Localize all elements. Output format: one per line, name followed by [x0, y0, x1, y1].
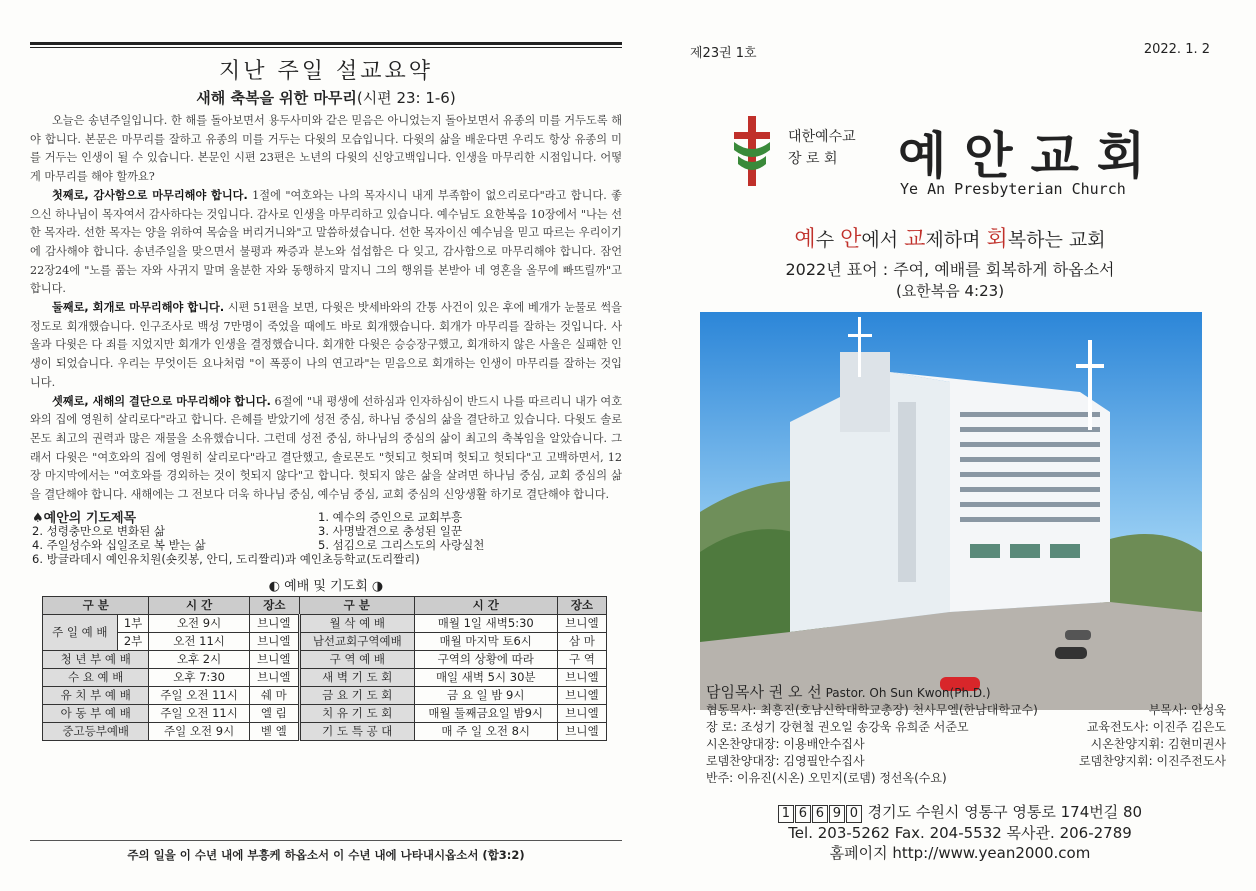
motto-text: 수 — [815, 229, 841, 251]
volume-number: 제23권 1호 — [690, 46, 757, 61]
service-name: 기 도 특 공 대 — [299, 722, 414, 740]
service-place: 브니엘 — [249, 668, 299, 686]
col-header: 장소 — [557, 596, 606, 614]
staff-row — [706, 719, 1226, 736]
motto-accent: 예 — [794, 227, 816, 252]
prayer-item: 2. 성령충만으로 변화된 삶 — [32, 523, 166, 538]
point-1-heading: 첫째로, 감사함으로 마무리해야 합니다. — [52, 188, 248, 202]
point-1-text: 1절에 "여호와는 나의 목자시니 내게 부족함이 없으리로다"라고 합니다. 좋으신 하나님이 목자여서 감사하다는 것입니다. 감사로 인생을 마무리하고 있습니다. 예수님도 요한복음 10장에서 "나는 선한 목자라. 선한 목자는 양을 위하여 목숨을 버리거니와"고 말씀하셨습니다. 선한 목자이신 예수님을 믿고 따르는 우리이기에 감사해야 합니다. 송년주일을 맞으면서 불평과 짜증과 분노와 섭섭함은 다 잊고, 감사함으로 마무리해야 합니다. 잠언22장24에 "노를 품는 자와 사귀지 말며 울분한 자와 동행하지 말지니 그의 행위를 본받아 네 영혼을 올무에 빠뜨릴까"고 합니다. — [30, 188, 622, 296]
table-header-row — [43, 596, 607, 614]
denomination-line: 장 로 회 — [788, 151, 838, 167]
service-name: 구 역 예 배 — [299, 650, 414, 668]
prayer-item: 5. 섬김으로 그리스도의 사랑실천 — [318, 537, 485, 552]
service-time: 오전 11시 — [149, 632, 249, 650]
prayer-item: 1. 예수의 증인으로 교회부흥 — [318, 509, 463, 524]
service-time: 오전 9시 — [149, 614, 249, 632]
service-time: 주일 오전 11시 — [149, 704, 249, 722]
service-name: 중고등부예배 — [43, 722, 149, 740]
service-time: 주일 오전 11시 — [149, 686, 249, 704]
address-line — [720, 802, 1200, 823]
col-header: 구 분 — [43, 596, 149, 614]
year-theme-reference: (요한복음 4:23) — [895, 282, 1005, 300]
prayer-item: 4. 주일성수와 십일조로 복 받는 삶 — [32, 537, 206, 552]
col-header: 시 간 — [149, 596, 249, 614]
motto-text: 에서 — [861, 229, 905, 251]
service-place: 브니엘 — [557, 668, 606, 686]
staff-row: 반주: 이유진(시온) 오민지(로뎀) 정선옥(수요) — [706, 771, 947, 785]
service-place: 브니엘 — [557, 722, 606, 740]
phone-numbers: Tel. 203-5262 Fax. 204-5532 목사관. 206-2789 — [788, 824, 1132, 842]
staff-entry: 시온찬양지휘: 김현미권사 — [1090, 737, 1226, 751]
sermon-intro: 오늘은 송년주일입니다. 한 해를 돌아보면서 용두사미와 같은 믿음은 아니었는지 돌아보면서 유종의 미를 거두도록 해야 합니다. 본문은 마무리를 잘하고 유종의 미를 거두는 다윗의 모습입니다. 다윗의 삶을 배운다면 우리도 항상 유종의 미를 거두는 인생이 될 수 있습니다. 본문인 시편 23편은 노년의 다윗의 신앙고백입니다. 인생을 마무리한 시점입니다. 어떻게 마무리를 해야 할까요? — [30, 114, 622, 184]
service-name: 주 일 예 배 — [43, 614, 118, 650]
zip-digit: 9 — [829, 805, 845, 823]
pastor-name: 담임목사 권 오 선 — [706, 683, 822, 701]
point-3-heading: 셋째로, 새해의 결단으로 마무리해야 합니다. — [52, 394, 271, 408]
point-2-text: 시편 51편을 보면, 다윗은 밧세바와의 간통 사건이 있은 후에 베개가 눈물로 썩을 정도로 회개했습니다. 인구조사로 백성 7만명이 죽었을 때에도 바로 회개했습니다. 회개가 마무리를 잘하는 것입니다. 사울과 다윗은 다 죄를 지었지만 회개가 인생을 결정했습니다. 회개한 다윗은 승승장구했고, 회개하지 않은 사울은 실패한 인생이 되었습니다. 우리는 무엇이든 요나처럼 "이 폭풍이 나의 연고라"는 믿음으로 회개하는 인생이 마무리를 잘하는 것입니다. — [30, 301, 622, 389]
service-place: 브니엘 — [249, 650, 299, 668]
service-time: 주일 오전 9시 — [149, 722, 249, 740]
top-rule — [30, 42, 622, 45]
table-row — [43, 704, 607, 722]
table-row — [43, 722, 607, 740]
cover-page — [680, 42, 1226, 862]
service-name: 치 유 기 도 회 — [299, 704, 414, 722]
service-place: 브니엘 — [557, 704, 606, 722]
zip-digit: 0 — [846, 805, 862, 823]
point-2-heading: 둘째로, 회개로 마무리해야 합니다. — [52, 301, 225, 315]
homepage-link[interactable]: 홈페이지 http://www.yean2000.com — [829, 844, 1091, 862]
motto-text: 복하는 교회 — [1007, 229, 1106, 251]
zip-digit: 1 — [778, 805, 794, 823]
service-place: 브니엘 — [249, 614, 299, 632]
staff-entry: 장 로: 조성기 강현철 권오일 송강욱 유희준 서준모 — [706, 720, 969, 734]
services-table — [42, 596, 607, 741]
service-name: 월 삭 예 배 — [299, 614, 414, 632]
pastor-line — [706, 684, 1226, 702]
service-time: 매 주 일 오전 8시 — [414, 722, 557, 740]
church-name-english: Ye An Presbyterian Church — [900, 180, 1126, 198]
staff-entry: 시온찬양대장: 이용배안수집사 — [706, 737, 865, 751]
motto-accent: 교 — [904, 227, 926, 252]
zip-code — [778, 803, 863, 821]
service-name: 새 벽 기 도 회 — [299, 668, 414, 686]
service-time: 오후 2시 — [149, 650, 249, 668]
motto-text: 제하며 — [925, 229, 987, 251]
table-row — [43, 686, 607, 704]
motto-accent: 회 — [986, 227, 1008, 252]
service-part: 1부 — [117, 614, 149, 632]
staff-list — [706, 684, 1226, 787]
staff-entry: 로뎀찬양지휘: 이진주전도사 — [1079, 754, 1226, 768]
year-theme: 2022년 표어 : 주여, 예배를 회복하게 하옵소서 — [785, 260, 1115, 279]
service-time: 매월 둘째금요일 밤9시 — [414, 704, 557, 722]
service-part: 2부 — [117, 632, 149, 650]
pastor-name-english: Pastor. Oh Sun Kwon(Ph.D.) — [825, 686, 991, 700]
issue-date: 2022. 1. 2 — [1143, 42, 1210, 57]
footer-verse: 주의 일을 이 수년 내에 부흥케 하옵소서 이 수년 내에 나타내시옵소서 (합3:2) — [30, 840, 622, 863]
service-place: 브니엘 — [557, 614, 606, 632]
table-row — [43, 614, 607, 632]
services-heading: ◐ 예배 및 기도회 ◑ — [268, 578, 384, 594]
staff-row — [706, 753, 1226, 770]
church-name: 예안교회 — [898, 126, 1164, 185]
service-place: 브니엘 — [557, 686, 606, 704]
staff-entry: 협동목사: 최흥진(호남신학대학교총장) 천사무엘(한남대학교수) — [706, 703, 1038, 717]
church-address — [720, 802, 1200, 863]
sermon-scripture: (시편 23: 1-6) — [356, 89, 456, 107]
zip-digit: 6 — [812, 805, 828, 823]
church-logo-block — [730, 116, 1210, 196]
table-row — [43, 668, 607, 686]
motto-accent: 안 — [840, 227, 862, 252]
denomination-line: 대한예수교 — [788, 129, 856, 145]
staff-row — [706, 736, 1226, 753]
point-3-text: 6절에 "내 평생에 선하심과 인자하심이 반드시 나를 따르리니 내가 여호와의 집에 영원히 살리로다"라고 합니다. 은혜를 받았기에 성전 중심, 하나님 중심의 삶을 결단하고 있습니다. 다윗도 솔로몬도 최고의 권력과 많은 재물을 소유했습니다. 그런데 성전 중심, 하나님의 중심의 삶이 최고의 축복임을 알았습니다. 그래서 다윗은 "여호와의 집에 영원히 살리로다"라고 결단했고, 솔로몬도 "헛되고 헛되며 헛되고 헛되다"고 고백하면서, 12장 마지막에서는 "여호와를 경외하는 것이 헛되지 않다"고 합니다. 헛되지 않은 삶을 살려면 하나님 중심, 교회 중심의 삶을 결단해야 합니다. 새해에는 그 전보다 더욱 하나님 중심, 예수님 중심, 교회 중심의 신앙생활 하기로 결단해야 합니다. — [30, 394, 622, 502]
service-name: 청 년 부 예 배 — [43, 650, 149, 668]
staff-row — [706, 702, 1226, 719]
service-place: 브니엘 — [249, 632, 299, 650]
service-time: 매월 마지막 토6시 — [414, 632, 557, 650]
staff-entry: 로뎀찬양대장: 김영필안수집사 — [706, 754, 865, 768]
service-place: 쉐 마 — [249, 686, 299, 704]
service-name: 남선교회구역예배 — [299, 632, 414, 650]
service-place: 엘 림 — [249, 704, 299, 722]
top-rule-thin — [30, 47, 622, 48]
service-place: 삼 마 — [557, 632, 606, 650]
church-building-image — [700, 312, 1202, 710]
staff-entry: 교육전도사: 이진주 김은도 — [1086, 720, 1226, 734]
sermon-point-2 — [30, 299, 622, 393]
sermon-point-3 — [30, 393, 622, 505]
service-time: 금 요 일 밤 9시 — [414, 686, 557, 704]
sermon-point-1 — [30, 187, 622, 299]
service-name: 아 동 부 예 배 — [43, 704, 149, 722]
col-header: 시 간 — [414, 596, 557, 614]
prayer-item: 3. 사명발견으로 충성된 일꾼 — [318, 523, 463, 538]
church-motto — [680, 222, 1220, 253]
col-header: 장소 — [249, 596, 299, 614]
denomination — [788, 126, 856, 170]
service-name: 금 요 기 도 회 — [299, 686, 414, 704]
sermon-page — [30, 42, 622, 741]
prayer-title: ♠예안의 기도제목 — [32, 510, 137, 526]
cover-header — [690, 42, 1210, 61]
prayer-item: 6. 방글라데시 예인유치원(숏킷봉, 안디, 도리짤리)과 예인초등학교(도리짤리) — [32, 551, 420, 566]
staff-entry: 부목사: 안성욱 — [1148, 703, 1226, 717]
table-row — [43, 650, 607, 668]
service-place: 구 역 — [557, 650, 606, 668]
sermon-subtitle — [30, 87, 622, 108]
prayer-list — [30, 507, 622, 571]
service-time: 매일 새벽 5시 30분 — [414, 668, 557, 686]
cross-logo-icon — [730, 116, 774, 186]
service-time: 오후 7:30 — [149, 668, 249, 686]
service-time: 구역의 상황에 따라 — [414, 650, 557, 668]
service-time: 매월 1일 새벽5:30 — [414, 614, 557, 632]
sermon-body — [30, 112, 622, 505]
service-name: 수 요 예 배 — [43, 668, 149, 686]
service-place: 벧 엘 — [249, 722, 299, 740]
zip-digit: 6 — [795, 805, 811, 823]
table-row — [43, 632, 607, 650]
street-address: 경기도 수원시 영통구 영통로 174번길 80 — [867, 803, 1143, 821]
sermon-title: 새해 축복을 위한 마무리 — [196, 89, 357, 107]
service-name: 유 치 부 예 배 — [43, 686, 149, 704]
sermon-heading: 지난 주일 설교요약 — [218, 59, 433, 84]
col-header: 구 분 — [299, 596, 414, 614]
